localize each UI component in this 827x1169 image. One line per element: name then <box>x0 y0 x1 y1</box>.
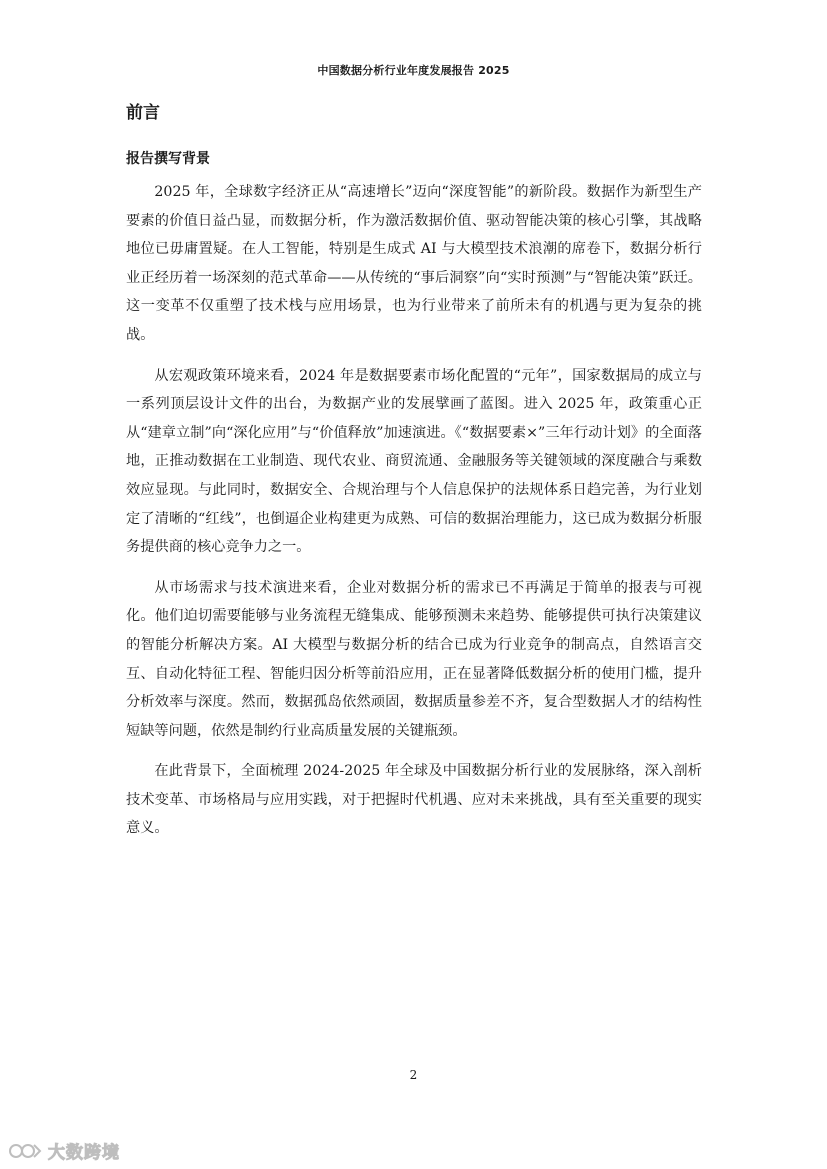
section-title: 前言 <box>126 103 160 123</box>
page-number: 2 <box>409 1068 418 1082</box>
watermark-text: 大数跨境 <box>48 1143 120 1163</box>
watermark <box>8 1138 120 1163</box>
brand-logo-icon <box>8 1140 42 1162</box>
paragraph: 从市场需求与技术演进来看，企业对数据分析的需求已不再满足于简单的报表与可视化。他们迫切需要能够与业务流程无缝集成、能够预测未来趋势、能够提供可执行决策建议的智能分析解决方案。AI 大模型与数据分析的结合已成为行业竞争的制高点，自然语言交互、自动化特征工程、智能归因分析等前沿应用，正在显著降低数据分析的使用门槛，提升分析效率与深度。然而，数据孤岛依然顽固，数据质量参差不齐，复合型数据人才的结构性短缺等问题，依然是制约行业高质量发展的关键瓶颈。 <box>126 579 702 739</box>
running-header: 中国数据分析行业年度发展报告 2025 <box>317 64 510 77</box>
body-text <box>126 178 702 855</box>
paragraph: 2025 年，全球数字经济正从“高速增长”迈向“深度智能”的新阶段。数据作为新型生产要素的价值日益凸显，而数据分析，作为激活数据价值、驱动智能决策的核心引擎，其战略地位已毋庸置疑。在人工智能，特别是生成式 AI 与大模型技术浪潮的席卷下，数据分析行业正经历着一场深刻的范式革命——从传统的“事后洞察”向“实时预测”与“智能决策”跃迁。这一变革不仅重塑了技术栈与应用场景，也为行业带来了前所未有的机遇与更为复杂的挑战。 <box>126 184 702 343</box>
paragraph: 在此背景下，全面梳理 2024-2025 年全球及中国数据分析行业的发展脉络，深入剖析技术变革、市场格局与应用实践，对于把握时代机遇、应对未来挑战，具有至关重要的现实意义。 <box>126 763 702 837</box>
paragraph: 从宏观政策环境来看，2024 年是数据要素市场化配置的“元年”，国家数据局的成立与一系列顶层设计文件的出台，为数据产业的发展擘画了蓝图。进入 2025 年，政策重心正从“建章立制”向“深化应用”与“价值释放”加速演进。《“数据要素×”三年行动计划》的全面落地，正推动数据在工业制造、现代农业、商贸流通、金融服务等关键领域的深度融合与乘数效应显现。与此同时，数据安全、合规治理与个人信息保护的法规体系日趋完善，为行业划定了清晰的“红线”，也倒逼企业构建更为成熟、可信的数据治理能力，这已成为数据分析服务提供商的核心竞争力之一。 <box>126 367 702 556</box>
section-subtitle: 报告撰写背景 <box>126 151 210 167</box>
